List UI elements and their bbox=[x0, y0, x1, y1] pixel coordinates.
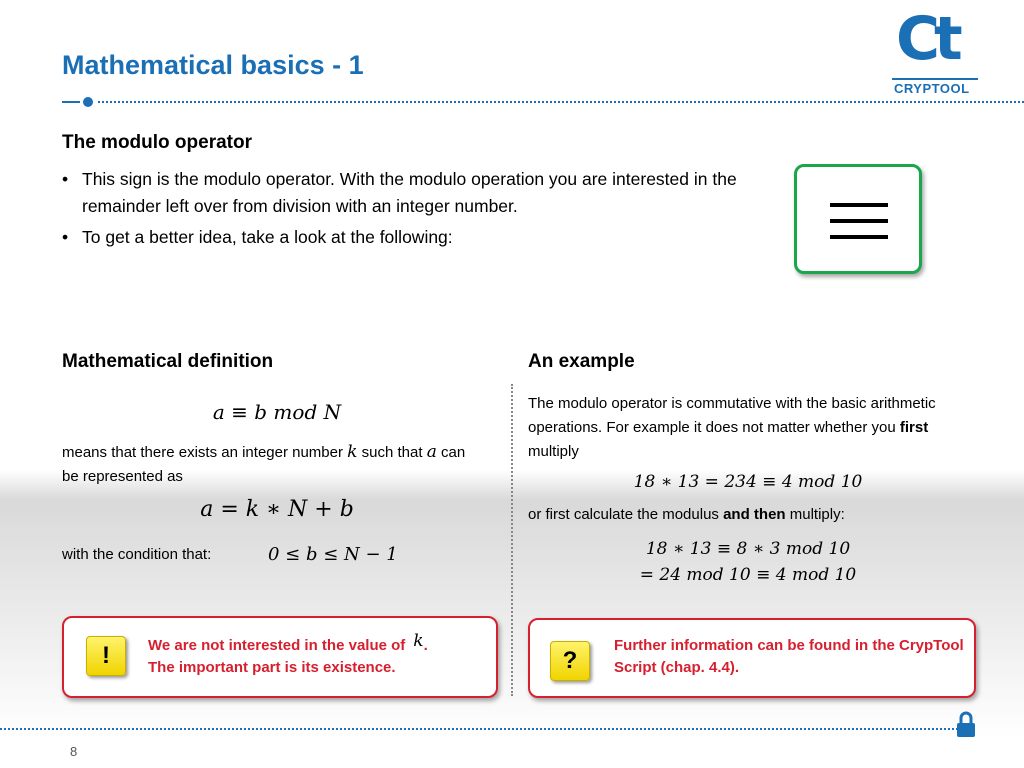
section-heading: The modulo operator bbox=[62, 132, 252, 153]
header-divider-line bbox=[62, 101, 80, 103]
example-text-part: multiply bbox=[528, 443, 579, 460]
intro-bullet-list bbox=[62, 166, 792, 255]
equivalence-line bbox=[830, 219, 888, 223]
cryptool-logo bbox=[890, 4, 980, 96]
note-text-part: The important part is its existence. bbox=[148, 659, 396, 676]
definition-text-part: that bbox=[397, 444, 423, 461]
page-number: 8 bbox=[70, 744, 78, 759]
logo-mark: Ct bbox=[896, 4, 957, 74]
condition-formula: 0 ≤ b ≤ N − 1 bbox=[268, 544, 398, 565]
header-divider bbox=[62, 100, 1024, 104]
modulo-symbol-box bbox=[794, 164, 922, 274]
variable-k: k bbox=[347, 442, 358, 462]
equivalence-line bbox=[830, 235, 888, 239]
logo-rule bbox=[892, 78, 978, 80]
definition-text-part: such bbox=[361, 444, 394, 461]
bullet-item: • This sign is the modulo operator. With the modulo operation you are interested in the remainder left over from division with an integer number. bbox=[62, 166, 792, 220]
definition-text bbox=[62, 440, 482, 489]
definition-formula: a ≡ b mod N bbox=[212, 400, 342, 424]
example-equation-1: 18 ∗ 13 = 234 ≡ 4 mod 10 bbox=[633, 472, 863, 492]
example-equation-line: = 24 mod 10 ≡ 4 mod 10 bbox=[639, 565, 857, 585]
example-text-part: multiply: bbox=[789, 506, 845, 523]
variable-k: k bbox=[413, 631, 424, 651]
equivalence-line bbox=[830, 203, 888, 207]
footer-divider bbox=[0, 728, 958, 730]
logo-text: CRYPTOOL bbox=[894, 81, 970, 96]
example-equation-2 bbox=[528, 536, 968, 588]
exclamation-icon: ! bbox=[86, 636, 126, 676]
definition-text-part: means that there exists an integer number bbox=[62, 444, 343, 461]
column-divider bbox=[511, 384, 513, 696]
example-text-part: The modulo operator is commutative with the basic arithmetic operations. For example it does not matter whether you bbox=[528, 395, 936, 436]
example-emphasis: first bbox=[899, 419, 929, 436]
example-emphasis: and then bbox=[723, 506, 786, 523]
definition-text-part: can be represented as bbox=[62, 444, 466, 485]
note-right-text: Further information can be found in the CrypTool Script (chap. 4.4). bbox=[614, 637, 964, 676]
bullet-item: • To get a better idea, take a look at the following: bbox=[62, 224, 792, 251]
example-text-2 bbox=[528, 506, 845, 523]
note-text-part: We are not interested in the value of bbox=[148, 637, 406, 654]
header-divider-dot bbox=[83, 97, 93, 107]
question-icon: ? bbox=[550, 641, 590, 681]
definition-heading: Mathematical definition bbox=[62, 351, 274, 372]
example-heading: An example bbox=[528, 351, 635, 372]
example-text-part: or first calculate the modulus bbox=[528, 506, 719, 523]
example-text bbox=[528, 392, 973, 464]
variable-a: a bbox=[426, 442, 437, 462]
example-equation-line: 18 ∗ 13 ≡ 8 ∗ 3 mod 10 bbox=[645, 539, 851, 559]
note-text-part: . bbox=[423, 637, 428, 654]
representation-formula: a = k ∗ N + b bbox=[200, 497, 354, 522]
page-title: Mathematical basics - 1 bbox=[62, 50, 364, 80]
condition-label: with the condition that: bbox=[62, 546, 212, 563]
header-divider-dots bbox=[98, 101, 1024, 103]
note-callout-left bbox=[62, 616, 498, 698]
note-callout-right bbox=[528, 618, 976, 698]
note-left-text bbox=[148, 631, 488, 679]
lock-icon bbox=[956, 710, 976, 738]
